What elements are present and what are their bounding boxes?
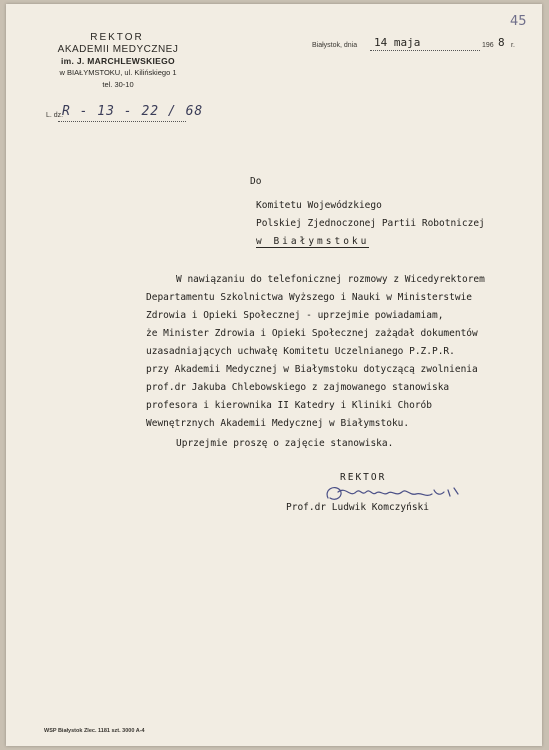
body-closing: Uprzejmie proszę o zajęcie stanowiska. bbox=[176, 438, 394, 449]
letter-sheet bbox=[6, 4, 542, 746]
recipient-line-1: Komitetu Wojewódzkiego bbox=[256, 200, 382, 211]
body-line-7: prof.dr Jakuba Chlebowskiego z zajmowanego stanowiska bbox=[146, 382, 450, 393]
reference-label: L. dz. bbox=[46, 112, 64, 119]
recipient-salutation: Do bbox=[250, 176, 262, 187]
letterhead-patron: im. J. MARCHLEWSKIEGO bbox=[61, 56, 175, 66]
body-line-1: W nawiązaniu do telefonicznej rozmowy z Wicedyrektorem bbox=[176, 274, 485, 285]
letterhead-title: REKTOR bbox=[90, 32, 144, 43]
date-suffix: r. bbox=[511, 42, 515, 49]
date-year-prefix: 196 bbox=[482, 42, 494, 49]
letterhead-institution: AKADEMII MEDYCZNEJ bbox=[57, 44, 179, 55]
body-line-9: Wewnętrznych Akademii Medycznej w Białymstoku. bbox=[146, 418, 410, 429]
date-line bbox=[370, 50, 480, 51]
date-city: Białystok, dnia bbox=[312, 42, 358, 49]
reference-line bbox=[58, 121, 186, 122]
body-line-6: przy Akademii Medycznej w Białymstoku dotyczącą zwolnienia bbox=[146, 364, 478, 375]
page-number: 45 bbox=[510, 14, 527, 29]
recipient-line-3: w Białymstoku bbox=[256, 236, 370, 247]
body-line-5: uzasadniających uchwałę Komitetu Uczelnianego P.Z.P.R. bbox=[146, 346, 455, 357]
letterhead-phone: tel. 30-10 bbox=[102, 80, 134, 89]
signatory-name: Prof.dr Ludwik Komczyński bbox=[286, 502, 429, 513]
date-day-month: 14 maja bbox=[374, 36, 421, 49]
date-year-digit: 8 bbox=[498, 36, 505, 49]
body-line-2: Departamentu Szkolnictwa Wyższego i Nauki w Ministerstwie bbox=[146, 292, 473, 303]
recipient-line-2: Polskiej Zjednoczonej Partii Robotniczej bbox=[256, 218, 485, 229]
body-line-4: że Minister Zdrowia i Opieki Społecznej zażądał dokumentów bbox=[146, 328, 478, 339]
signature-title: REKTOR bbox=[340, 472, 387, 483]
printer-footer: WSP Białystok Zlec. 1181 szt. 3000 A-4 bbox=[44, 728, 145, 734]
body-line-3: Zdrowia i Opieki Społecznej - uprzejmie powiadamiam, bbox=[146, 310, 444, 321]
body-line-8: profesora i kierownika II Katedry i Kliniki Chorób bbox=[146, 400, 432, 411]
reference-number: R - 13 - 22 / 68 bbox=[62, 104, 204, 119]
letterhead-address: w BIAŁYMSTOKU, ul. Kilińskiego 1 bbox=[59, 68, 177, 77]
